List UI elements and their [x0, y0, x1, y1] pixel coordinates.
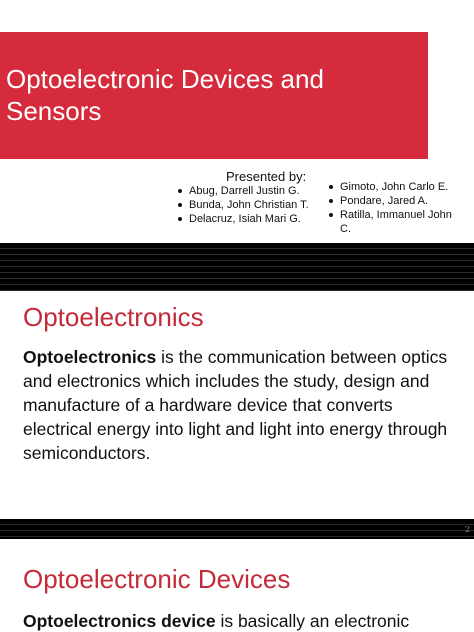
presenter-item [176, 212, 321, 226]
presenter-item [327, 208, 457, 236]
presenter-list-left [176, 184, 321, 226]
bullet-icon [329, 213, 333, 217]
bullet-icon [329, 199, 333, 203]
bullet-icon [329, 185, 333, 189]
presenter-name: Ratilla, Immanuel John C. [340, 209, 452, 235]
title-slide [0, 0, 474, 243]
presenter-name: Delacruz, Isiah Mari G. [189, 213, 301, 225]
slide-heading: Optoelectronic Devices [23, 564, 291, 594]
presenter-list-right [327, 180, 457, 236]
definition-text: is basically an electronic [215, 611, 410, 631]
presenter-item [327, 194, 457, 208]
definition-slide [0, 291, 474, 519]
presenter-name: Pondare, Jared A. [340, 195, 429, 207]
definition-term: Optoelectronics device [23, 611, 216, 631]
devices-slide [0, 539, 474, 632]
definition-paragraph [23, 609, 463, 632]
presenter-name: Abug, Darrell Justin G. [189, 185, 300, 197]
bullet-icon [178, 189, 182, 193]
presenter-item [327, 180, 457, 194]
divider-stripes [0, 243, 474, 291]
presenter-name: Gimoto, John Carlo E. [340, 181, 449, 193]
definition-term: Optoelectronics [23, 347, 157, 367]
page-number: 2 [464, 525, 470, 534]
slide-title: Optoelectronic Devices and Sensors [6, 64, 324, 126]
bullet-icon [178, 217, 182, 221]
bullet-icon [178, 203, 182, 207]
presenter-item [176, 198, 321, 212]
divider-stripes [0, 519, 474, 539]
presented-by-label: Presented by: [226, 169, 307, 184]
definition-text: is the communication between optics and electronics which includes the study, design and manufacture of a hardware device that converts electrical energy into light and light into energy through semiconductors. [23, 347, 448, 463]
presenter-name: Bunda, John Christian T. [189, 199, 309, 211]
presenter-item [176, 184, 321, 198]
slide-heading: Optoelectronics [23, 302, 204, 332]
definition-paragraph [23, 345, 463, 465]
